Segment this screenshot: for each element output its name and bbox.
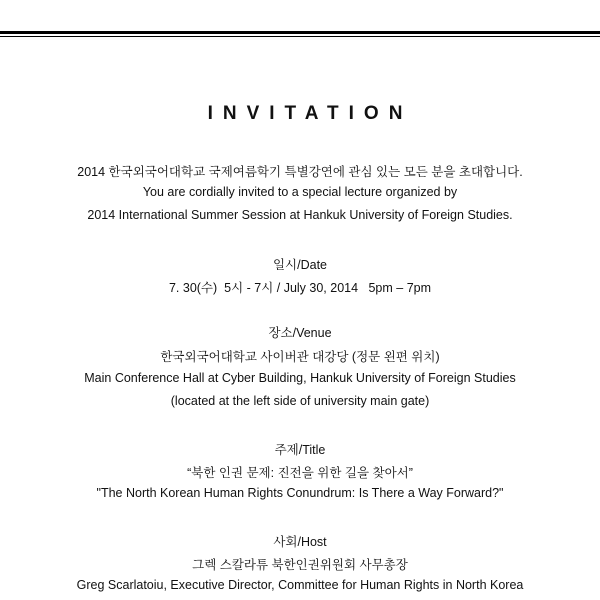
venue-note: (located at the left side of university main gate) — [170, 394, 430, 408]
title-korean: “북한 인권 문제: 진전을 위한 길을 찾아서” — [187, 466, 413, 480]
page-title: INVITATION — [207, 103, 413, 124]
title-english: "The North Korean Human Rights Conundrum: Is There a Way Forward?" — [96, 486, 504, 500]
host-heading: 사회/Host — [273, 535, 327, 549]
intro-english-1: You are cordially invited to a special lecture organized by — [142, 185, 458, 199]
title-heading: 주제/Title — [274, 443, 326, 457]
host-english: Greg Scarlatoiu, Executive Director, Committee for Human Rights in North Korea — [76, 578, 524, 592]
venue-english: Main Conference Hall at Cyber Building, Hankuk University of Foreign Studies — [84, 371, 516, 385]
top-rule — [0, 31, 600, 34]
date-heading: 일시/Date — [272, 258, 328, 272]
intro-english-2: 2014 International Summer Session at Hankuk University of Foreign Studies. — [87, 208, 513, 222]
date-value: 7. 30(수) 5시 - 7시 / July 30, 2014 5pm – 7pm — [168, 281, 432, 295]
top-rule-thin — [0, 36, 600, 37]
venue-korean: 한국외국어대학교 사이버관 대강당 (정문 왼편 위치) — [160, 350, 440, 364]
intro-korean: 2014 한국외국어대학교 국제여름학기 특별강연에 관심 있는 모든 분을 초대합니다. — [77, 165, 523, 179]
host-korean: 그렉 스칼라튜 북한인권위원회 사무총장 — [192, 558, 408, 572]
venue-heading: 장소/Venue — [268, 326, 332, 340]
